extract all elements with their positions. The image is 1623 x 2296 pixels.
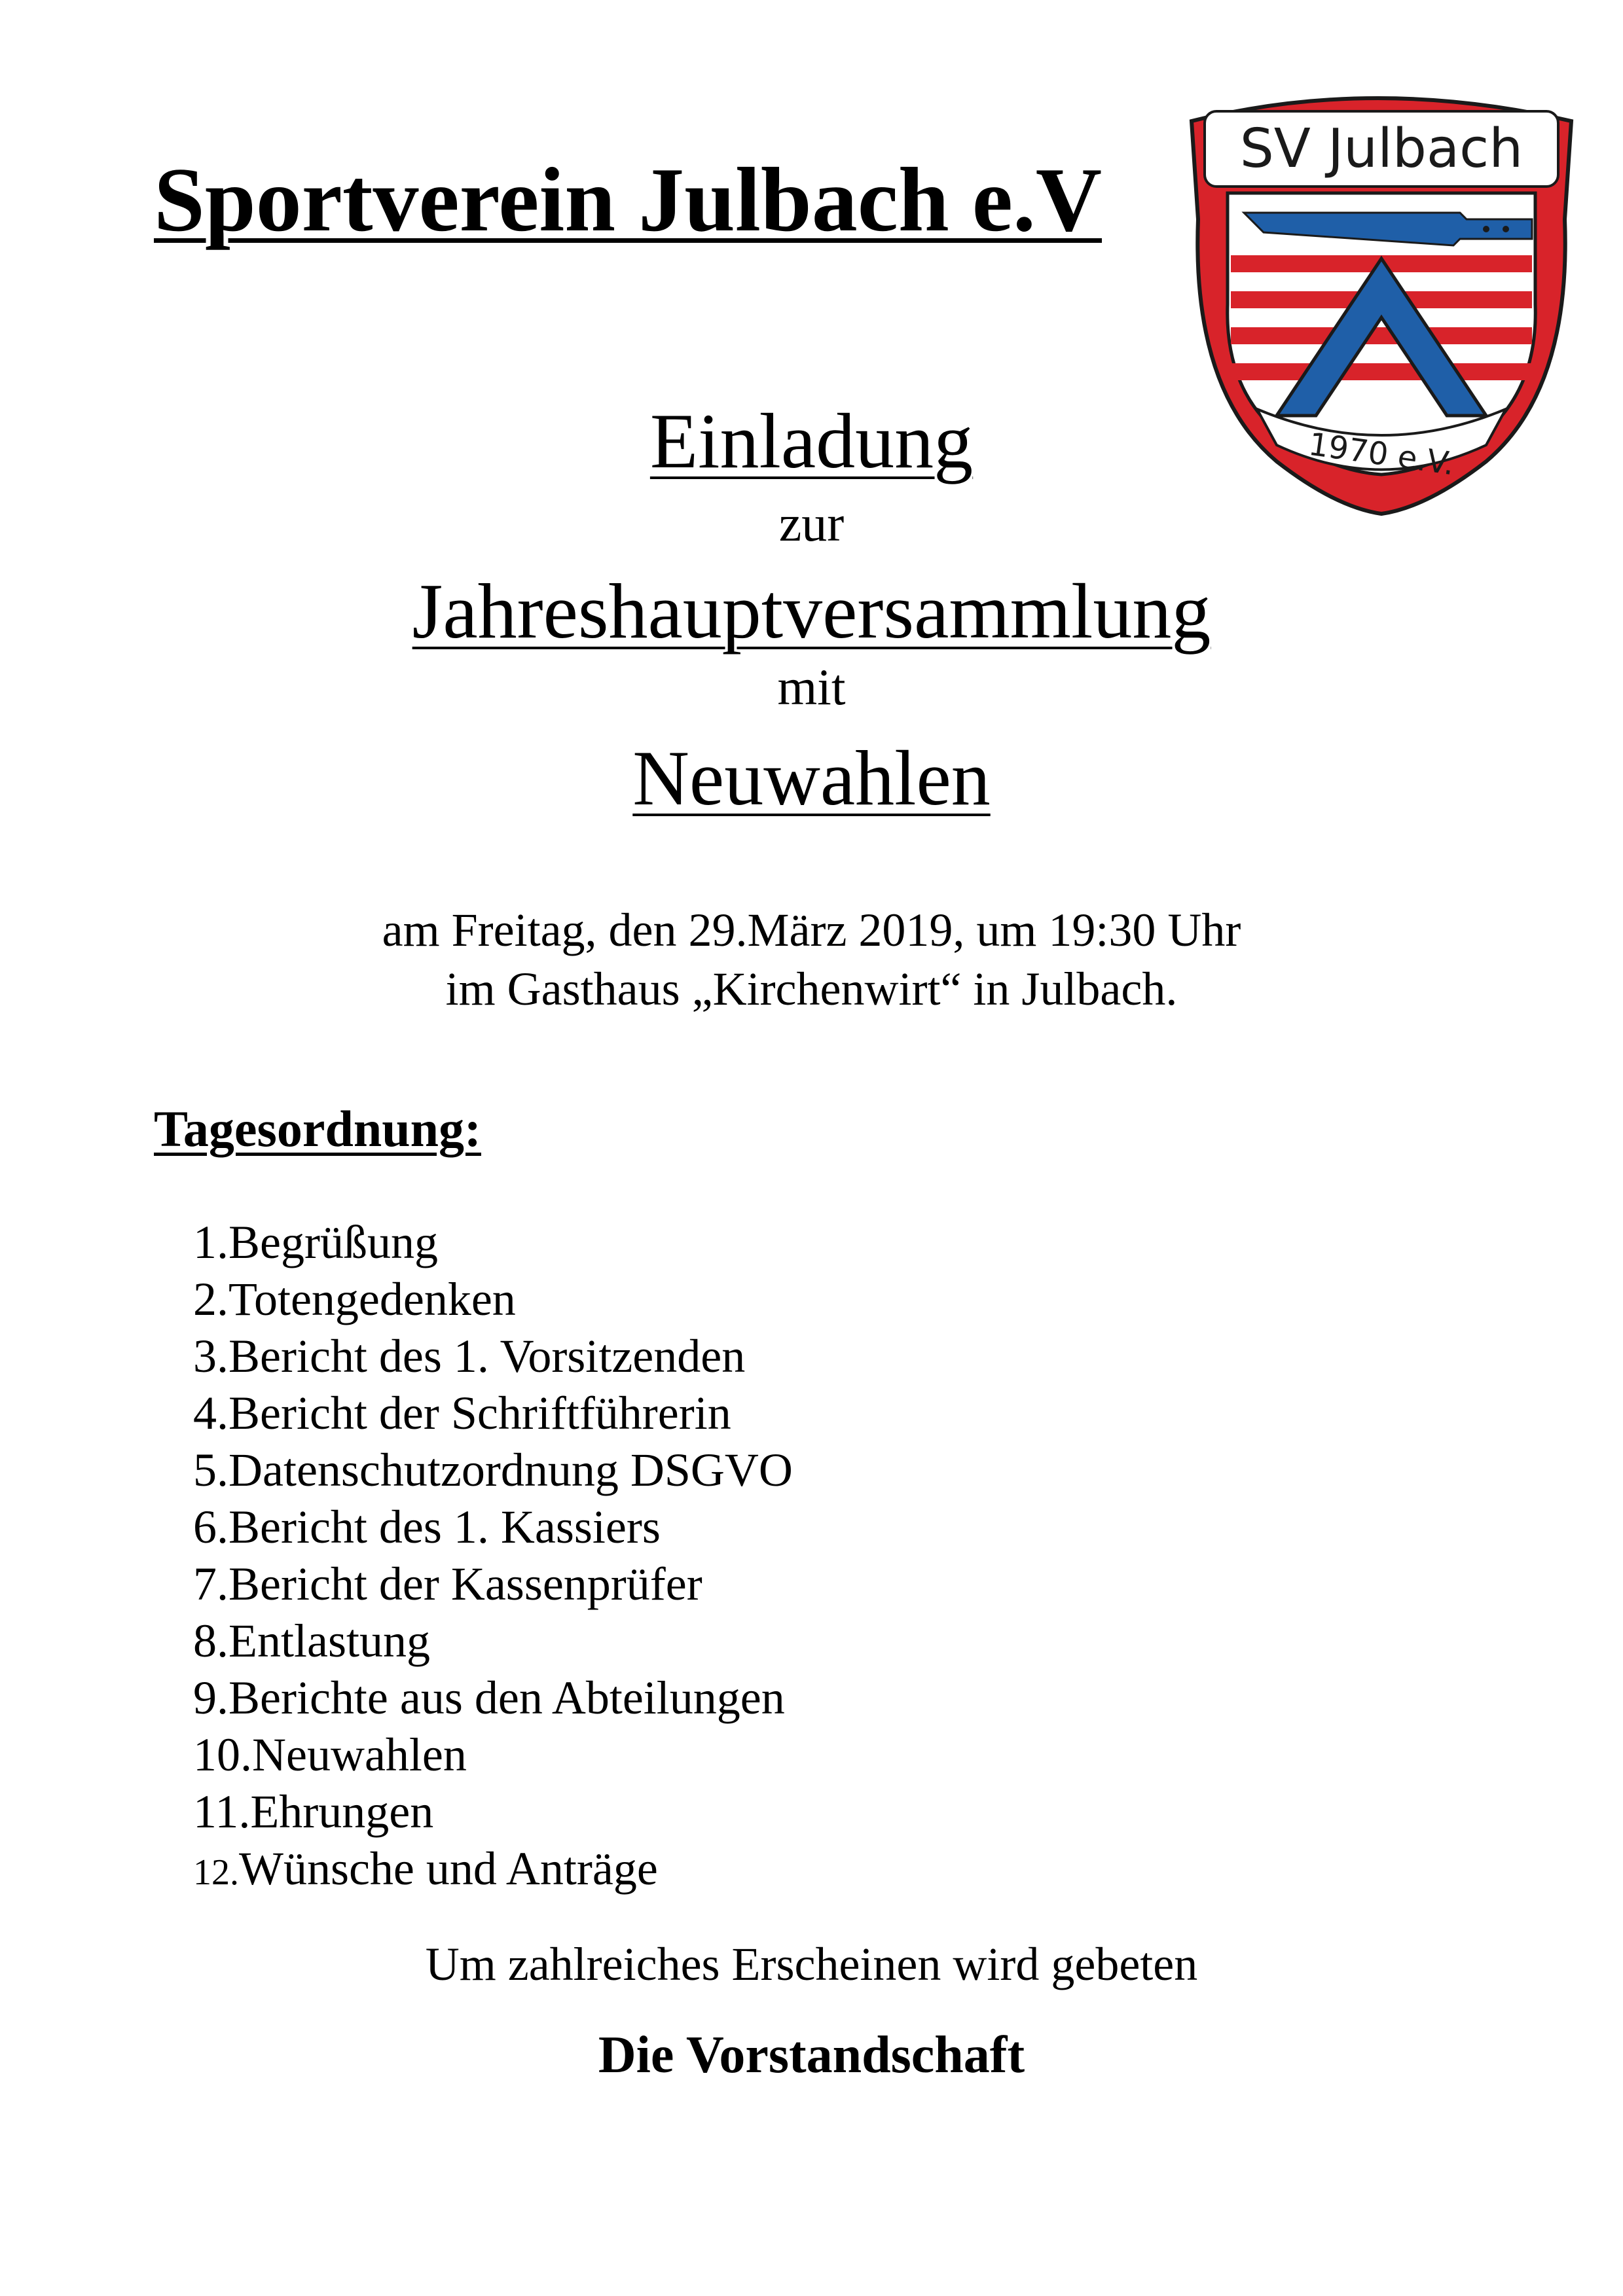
agenda-item: 2.Totengedenken (193, 1273, 516, 1325)
crest-top-text: SV Julbach (1239, 118, 1523, 180)
agenda-title: Tagesordnung: (154, 1100, 481, 1157)
heading-annual-meeting: Jahreshauptversammlung (412, 567, 1211, 655)
closing-text: Um zahlreiches Erscheinen wird gebeten (425, 1938, 1198, 1990)
heading-elections: Neuwahlen (632, 734, 991, 821)
signature: Die Vorstandschaft (598, 2026, 1025, 2084)
meeting-place: im Gasthaus „Kirchenwirt“ in Julbach. (445, 963, 1178, 1015)
agenda-item: 4.Bericht der Schriftführerin (193, 1387, 731, 1439)
crest-bottom-text: 1970 e.V. (1306, 425, 1457, 483)
heading-invitation: Einladung (649, 397, 974, 484)
agenda-item: 10.Neuwahlen (193, 1729, 467, 1781)
agenda-item: 1.Begrüßung (193, 1216, 438, 1268)
agenda-list (193, 1214, 793, 1897)
agenda-item: 6.Bericht des 1. Kassiers (193, 1501, 661, 1553)
agenda-item: 9.Berichte aus den Abteilungen (193, 1672, 785, 1724)
agenda-item: 5.Datenschutzordnung DSGVO (193, 1444, 793, 1496)
agenda-item: 12.Wünsche und Anträge (193, 1842, 658, 1895)
club-title: Sportverein Julbach e.V (154, 149, 1102, 251)
agenda-item: 7.Bericht der Kassenprüfer (193, 1558, 702, 1610)
agenda-item: 8.Entlastung (193, 1615, 430, 1667)
heading-zur: zur (778, 495, 845, 552)
heading-mit: mit (777, 658, 846, 715)
agenda-item: 3.Bericht des 1. Vorsitzenden (193, 1330, 746, 1382)
agenda-item: 11.Ehrungen (193, 1785, 434, 1838)
meeting-date: am Freitag, den 29.März 2019, um 19:30 Uhr (382, 904, 1241, 956)
